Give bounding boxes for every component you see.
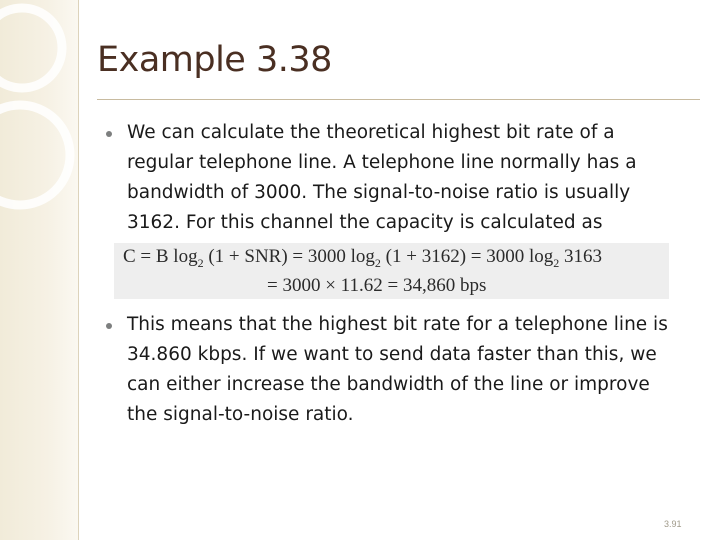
paragraph-line: bandwidth of 3000. The signal-to-noise ratio is usually	[127, 182, 631, 203]
title-divider	[97, 99, 700, 100]
paragraph-line: 3162. For this channel the capacity is calculated as	[127, 212, 603, 233]
slide-number: 3.91	[664, 519, 682, 529]
paragraph-line: regular telephone line. A telephone line normally has a	[127, 152, 637, 173]
bullet-paragraph-2	[127, 310, 702, 430]
paragraph-line: We can calculate the theoretical highest bit rate of a	[127, 122, 615, 143]
bullet-dot	[106, 131, 112, 137]
ring-small	[0, 8, 62, 88]
ring-large	[0, 105, 70, 205]
formula-image	[114, 243, 669, 299]
formula-line-2: = 3000 × 11.62 = 34,860 bps	[267, 275, 487, 296]
formula-line-1: C = B $\log_2 (1 + SNR) = 3000$ $\log_2 (1 + 3162) = 3000$ $\log_2 3163$	[123, 246, 603, 270]
slide-title: Example 3.38	[97, 40, 332, 80]
paragraph-line: can either increase the bandwidth of the line or improve	[127, 374, 650, 395]
bullet-dot	[106, 323, 112, 329]
bullet-paragraph-1	[127, 118, 702, 238]
paragraph-line: This means that the highest bit rate for a telephone line is	[127, 314, 668, 335]
paragraph-line: the signal-to-noise ratio.	[127, 404, 354, 425]
paragraph-line: 34.860 kbps. If we want to send data faster than this, we	[127, 344, 657, 365]
